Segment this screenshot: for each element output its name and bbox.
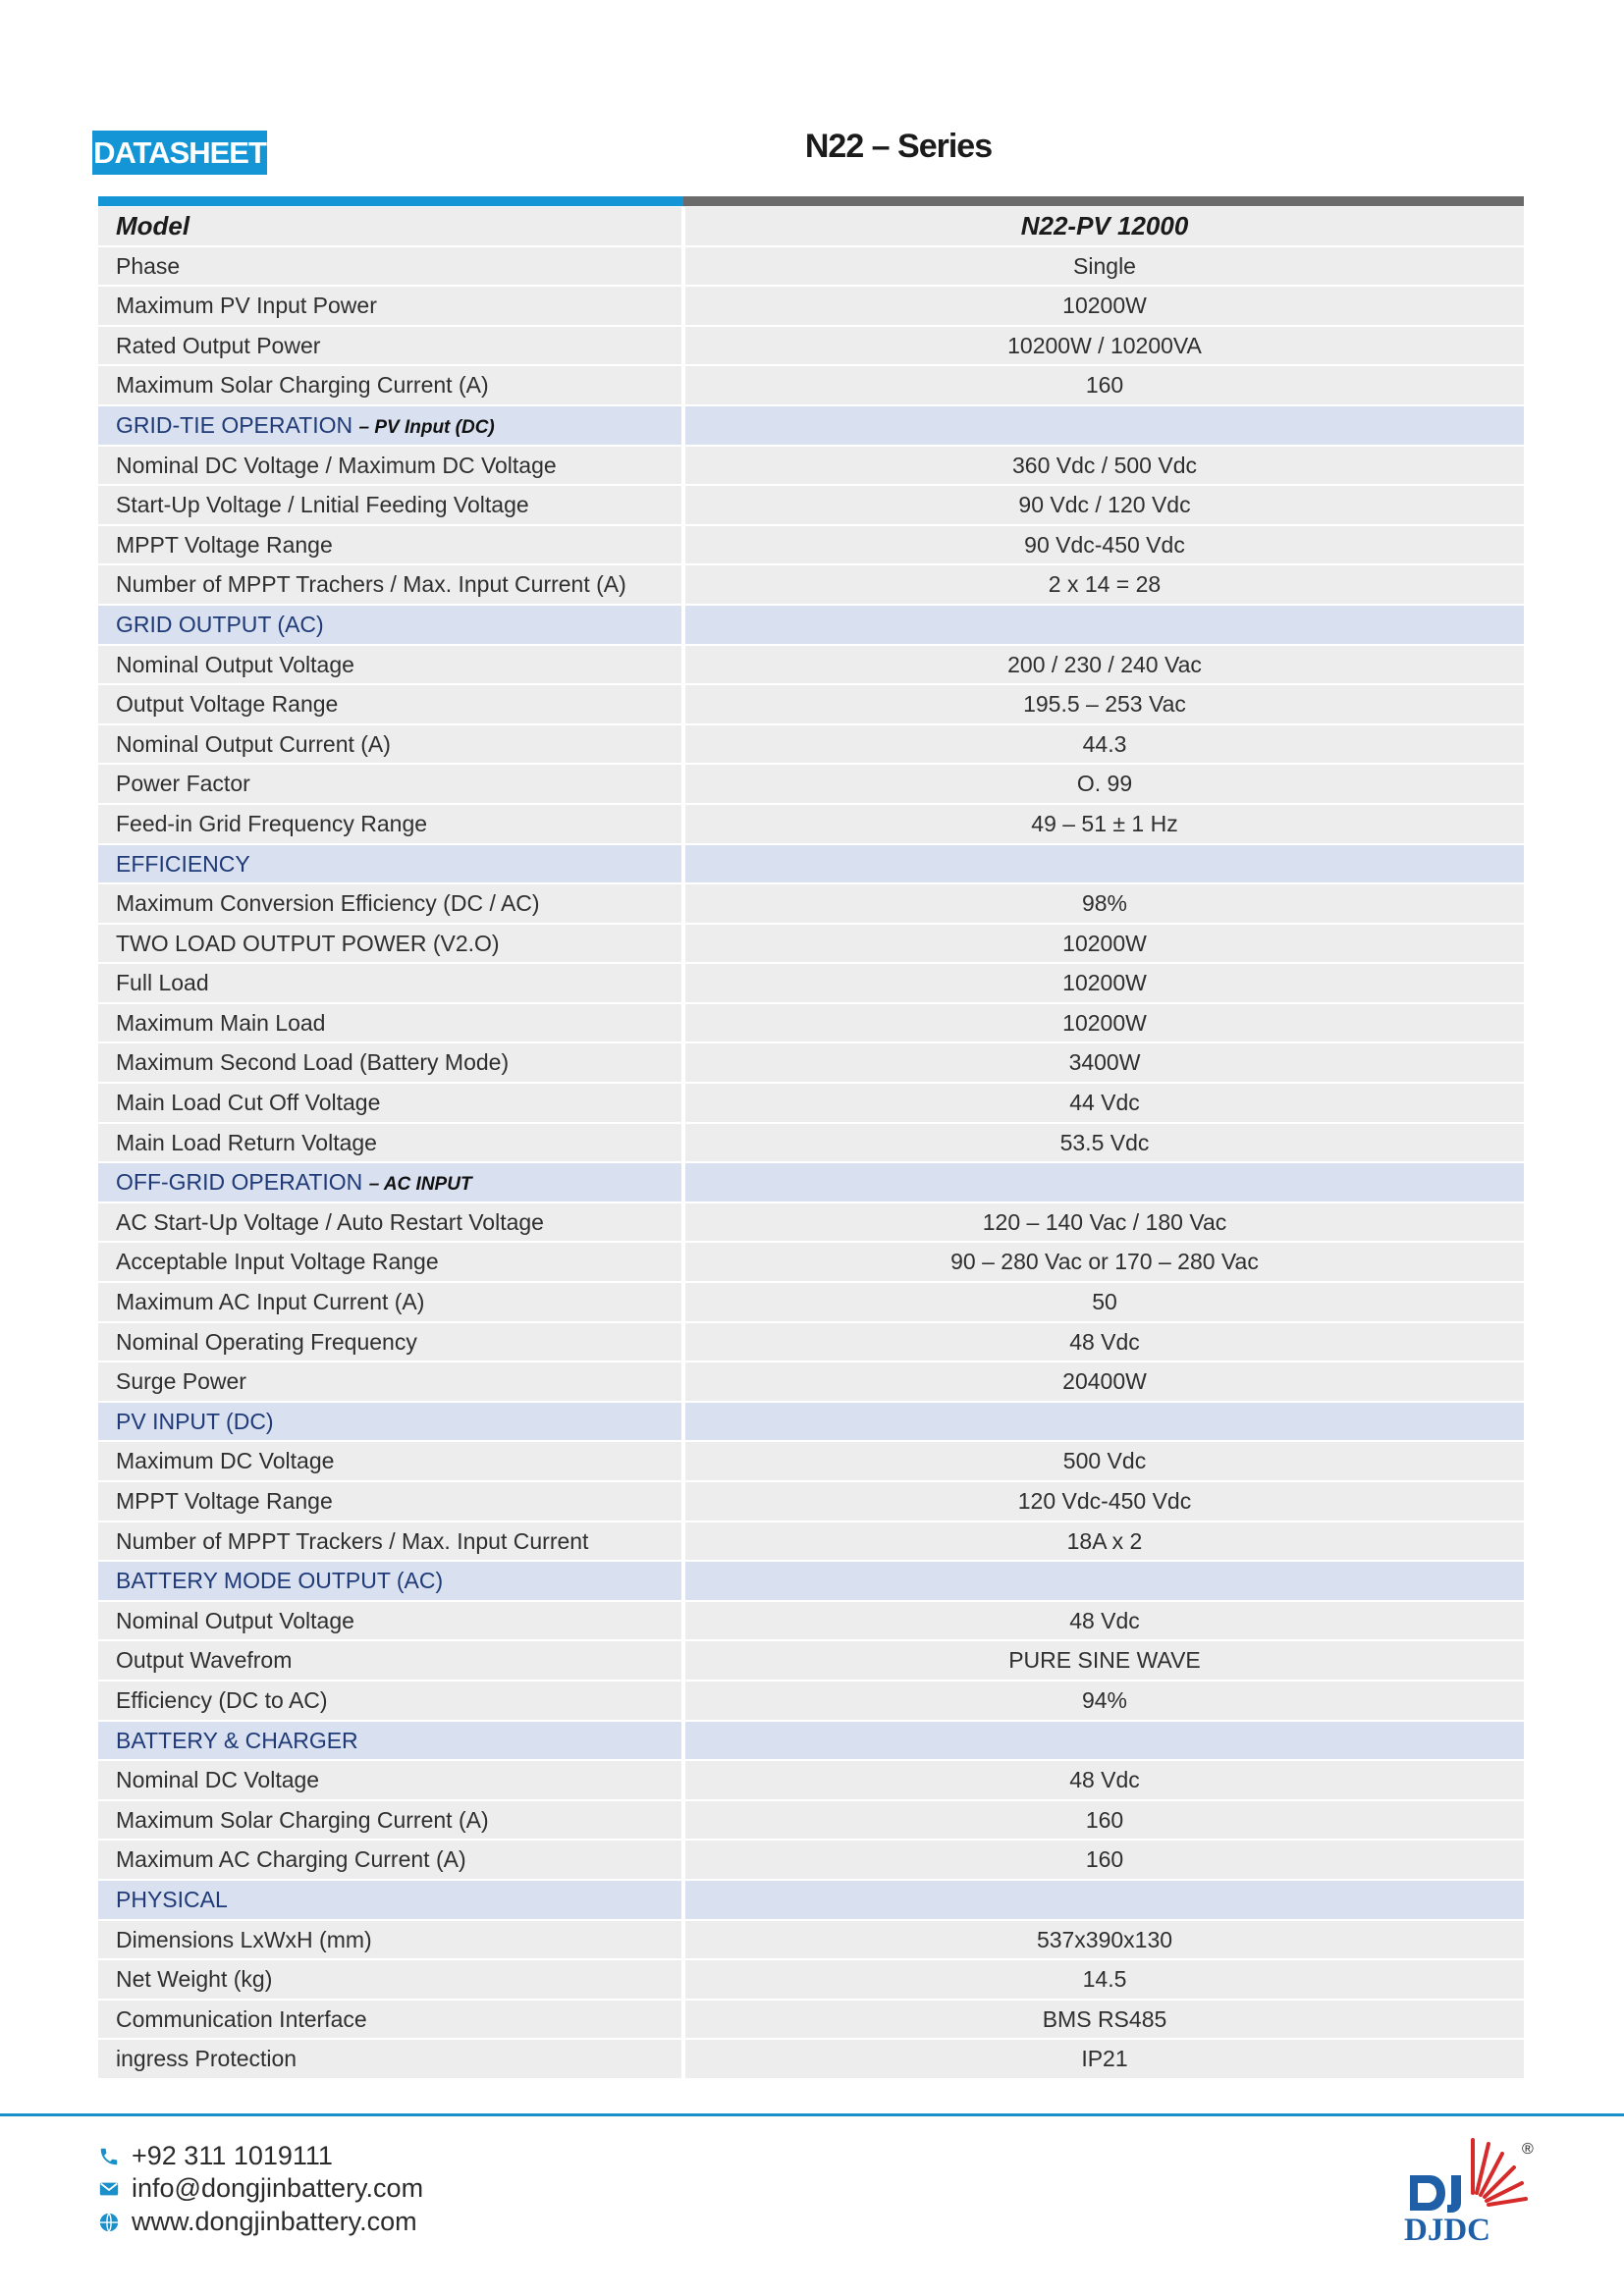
section-title [98, 406, 681, 445]
row-label [98, 1442, 681, 1480]
label-text: Number of MPPT Trackers / Max. Input Current [116, 1527, 589, 1554]
table-row [98, 1124, 1524, 1162]
label-text: Output Voltage Range [116, 691, 339, 718]
section-title [98, 1722, 681, 1760]
table-row [98, 1921, 1524, 1959]
row-label [98, 1004, 681, 1042]
row-value: 10200W [685, 1004, 1524, 1042]
logo-d-glyph [1410, 2175, 1445, 2211]
label-text: ingress Protection [116, 2046, 298, 2072]
row-value: 14.5 [685, 1960, 1524, 1999]
section-title [98, 845, 681, 883]
label-text: MPPT Voltage Range [116, 1488, 333, 1514]
table-row [98, 1960, 1524, 1999]
label-text: Maximum Second Load (Battery Mode) [116, 1049, 510, 1076]
section-subtitle: – AC INPUT [368, 1174, 472, 1196]
row-value: 160 [685, 1841, 1524, 1879]
section-value-empty [685, 406, 1524, 445]
section-title [98, 1163, 681, 1201]
label-text: Acceptable Input Voltage Range [116, 1249, 439, 1275]
row-value: 48 Vdc [685, 1761, 1524, 1799]
phone-icon [98, 2146, 120, 2167]
section-header-row [98, 1881, 1524, 1919]
row-value: 10200W [685, 925, 1524, 963]
section-value-empty [685, 845, 1524, 883]
table-row [98, 366, 1524, 404]
row-label [98, 1602, 681, 1640]
row-value: 2 x 14 = 28 [685, 565, 1524, 604]
label-text: Maximum Conversion Efficiency (DC / AC) [116, 890, 540, 917]
row-label [98, 1203, 681, 1242]
label-text: Efficiency (DC to AC) [116, 1686, 328, 1713]
registered-mark: ® [1522, 2141, 1534, 2158]
table-row [98, 805, 1524, 843]
row-label [98, 1043, 681, 1082]
row-value: 537x390x130 [685, 1921, 1524, 1959]
label-text: Nominal Output Voltage [116, 651, 354, 677]
label-text: GRID OUTPUT (AC) [116, 611, 324, 637]
row-value: 90 Vdc-450 Vdc [685, 526, 1524, 564]
label-text: BATTERY MODE OUTPUT (AC) [116, 1568, 444, 1594]
row-value: 160 [685, 1801, 1524, 1840]
row-value: 49 – 51 ± 1 Hz [685, 805, 1524, 843]
djdc-logo [1394, 2132, 1542, 2248]
table-row [98, 1801, 1524, 1840]
table-row [98, 565, 1524, 604]
label-text: Maximum DC Voltage [116, 1448, 335, 1474]
label-text: Full Load [116, 970, 209, 996]
row-value: 44 Vdc [685, 1084, 1524, 1122]
table-row [98, 526, 1524, 564]
label-text: Maximum PV Input Power [116, 293, 377, 319]
row-value: 90 Vdc / 120 Vdc [685, 486, 1524, 524]
label-text: Number of MPPT Trachers / Max. Input Current (A) [116, 571, 626, 598]
row-label [98, 1801, 681, 1840]
row-value: 360 Vdc / 500 Vdc [685, 447, 1524, 485]
section-title [98, 606, 681, 644]
row-label [98, 765, 681, 803]
section-value-empty [685, 1403, 1524, 1441]
label-text: Maximum AC Charging Current (A) [116, 1846, 466, 1873]
label-text: TWO LOAD OUTPUT POWER (V2.O) [116, 930, 500, 956]
row-value: 195.5 – 253 Vac [685, 685, 1524, 723]
row-label [98, 646, 681, 684]
section-value-empty [685, 1163, 1524, 1201]
label-text: AC Start-Up Voltage / Auto Restart Voltage [116, 1208, 544, 1235]
table-row [98, 287, 1524, 325]
row-label [98, 1283, 681, 1321]
row-value: O. 99 [685, 765, 1524, 803]
row-label [98, 1124, 681, 1162]
label-text: Output Wavefrom [116, 1647, 293, 1674]
row-label [98, 2040, 681, 2078]
row-value: 200 / 230 / 240 Vac [685, 646, 1524, 684]
row-label [98, 1362, 681, 1401]
row-label [98, 327, 681, 365]
label-text: Communication Interface [116, 2005, 367, 2032]
contact-website [98, 2207, 417, 2237]
row-label [98, 2001, 681, 2039]
row-label [98, 526, 681, 564]
spec-table [98, 207, 1524, 2080]
row-value: 10200W [685, 964, 1524, 1002]
row-label [98, 1682, 681, 1720]
website-url[interactable]: www.dongjinbattery.com [132, 2207, 417, 2236]
table-row [98, 1243, 1524, 1281]
email-address[interactable]: info@dongjinbattery.com [132, 2173, 424, 2203]
datasheet-badge: DATASHEET [92, 131, 267, 175]
table-row [98, 1323, 1524, 1362]
row-label [98, 1641, 681, 1680]
table-row [98, 964, 1524, 1002]
section-value-empty [685, 606, 1524, 644]
table-row [98, 1682, 1524, 1720]
label-text: PV INPUT (DC) [116, 1408, 274, 1434]
row-label [98, 565, 681, 604]
table-row [98, 247, 1524, 286]
section-header-row [98, 1403, 1524, 1441]
row-label [98, 1960, 681, 1999]
envelope-icon [98, 2178, 120, 2200]
table-row [98, 327, 1524, 365]
table-row [98, 1841, 1524, 1879]
row-label [98, 884, 681, 923]
row-value: 10200W [685, 287, 1524, 325]
row-label [98, 247, 681, 286]
model-label: Model [98, 207, 681, 245]
section-value-empty [685, 1881, 1524, 1919]
contact-phone [98, 2141, 333, 2171]
label-text: Power Factor [116, 771, 250, 797]
row-value: 10200W / 10200VA [685, 327, 1524, 365]
row-value: 500 Vdc [685, 1442, 1524, 1480]
label-text: GRID-TIE OPERATION [116, 411, 353, 438]
section-subtitle: – PV Input (DC) [358, 416, 495, 438]
label-text: Maximum AC Input Current (A) [116, 1289, 425, 1315]
row-value: PURE SINE WAVE [685, 1641, 1524, 1680]
table-row [98, 447, 1524, 485]
row-value: 48 Vdc [685, 1602, 1524, 1640]
row-label [98, 1841, 681, 1879]
table-row [98, 1043, 1524, 1082]
section-header-row [98, 845, 1524, 883]
section-header-row [98, 1722, 1524, 1760]
row-label [98, 685, 681, 723]
row-label [98, 1243, 681, 1281]
label-text: Nominal DC Voltage [116, 1767, 320, 1793]
contact-email [98, 2173, 423, 2204]
section-value-empty [685, 1722, 1524, 1760]
table-row [98, 1084, 1524, 1122]
row-value: 160 [685, 366, 1524, 404]
table-row [98, 765, 1524, 803]
row-value: 50 [685, 1283, 1524, 1321]
label-text: Net Weight (kg) [116, 1966, 273, 1993]
row-value: BMS RS485 [685, 2001, 1524, 2039]
label-text: Nominal DC Voltage / Maximum DC Voltage [116, 452, 557, 478]
row-value: 48 Vdc [685, 1323, 1524, 1362]
label-text: Maximum Main Load [116, 1009, 326, 1036]
label-text: EFFICIENCY [116, 850, 250, 877]
label-text: Maximum Solar Charging Current (A) [116, 1806, 489, 1833]
table-row [98, 1004, 1524, 1042]
table-row [98, 1482, 1524, 1521]
logo-rays [1473, 2140, 1526, 2205]
section-title [98, 1562, 681, 1600]
table-row [98, 1602, 1524, 1640]
row-value: Single [685, 247, 1524, 286]
row-value: IP21 [685, 2040, 1524, 2078]
phone-number[interactable]: +92 311 1019111 [132, 2141, 333, 2170]
label-text: Maximum Solar Charging Current (A) [116, 372, 489, 399]
table-row [98, 1203, 1524, 1242]
label-text: Nominal Output Current (A) [116, 730, 391, 757]
table-row [98, 1283, 1524, 1321]
label-text: Phase [116, 252, 181, 279]
section-title [98, 1881, 681, 1919]
row-value: 94% [685, 1682, 1524, 1720]
label-text: Main Load Return Voltage [116, 1129, 377, 1155]
label-text: OFF-GRID OPERATION [116, 1169, 363, 1196]
row-value: 120 Vdc-450 Vdc [685, 1482, 1524, 1521]
table-row [98, 925, 1524, 963]
logo-j-glyph [1447, 2175, 1461, 2213]
row-value: 3400W [685, 1043, 1524, 1082]
row-label [98, 925, 681, 963]
table-row [98, 884, 1524, 923]
table-row-model [98, 207, 1524, 245]
table-body [98, 247, 1524, 2078]
row-value: 120 – 140 Vac / 180 Vac [685, 1203, 1524, 1242]
row-value: 44.3 [685, 725, 1524, 764]
section-header-row [98, 406, 1524, 445]
row-value: 53.5 Vdc [685, 1124, 1524, 1162]
row-label [98, 447, 681, 485]
row-label [98, 287, 681, 325]
row-label [98, 1761, 681, 1799]
row-value: 20400W [685, 1362, 1524, 1401]
label-text: Rated Output Power [116, 332, 321, 358]
page-title: N22 – Series [804, 128, 993, 165]
footer-divider [0, 2113, 1624, 2116]
header-gray-bar [683, 196, 1524, 206]
row-label [98, 1522, 681, 1561]
label-text: Dimensions LxWxH (mm) [116, 1926, 372, 1952]
section-header-row [98, 1163, 1524, 1201]
row-label [98, 725, 681, 764]
row-label [98, 1323, 681, 1362]
label-text: BATTERY & CHARGER [116, 1727, 358, 1753]
table-row [98, 646, 1524, 684]
row-label [98, 366, 681, 404]
model-value: N22-PV 12000 [685, 207, 1524, 245]
table-row [98, 1442, 1524, 1480]
section-value-empty [685, 1562, 1524, 1600]
label-text: Nominal Output Voltage [116, 1607, 354, 1633]
label-text: Feed-in Grid Frequency Range [116, 810, 428, 836]
logo-text: DJDC [1404, 2213, 1490, 2248]
table-row [98, 1522, 1524, 1561]
table-row [98, 685, 1524, 723]
table-row [98, 486, 1524, 524]
row-label [98, 1084, 681, 1122]
row-label [98, 1921, 681, 1959]
table-row [98, 725, 1524, 764]
row-value: 98% [685, 884, 1524, 923]
label-text: Nominal Operating Frequency [116, 1328, 417, 1355]
table-row [98, 1641, 1524, 1680]
table-row [98, 1761, 1524, 1799]
table-row [98, 2040, 1524, 2078]
row-label [98, 1482, 681, 1521]
row-value: 90 – 280 Vac or 170 – 280 Vac [685, 1243, 1524, 1281]
row-value: 18A x 2 [685, 1522, 1524, 1561]
section-title [98, 1403, 681, 1441]
section-header-row [98, 1562, 1524, 1600]
table-row [98, 2001, 1524, 2039]
label-text: PHYSICAL [116, 1886, 228, 1912]
row-label [98, 486, 681, 524]
globe-icon [98, 2212, 120, 2233]
row-label [98, 805, 681, 843]
header-accent-bar [98, 196, 683, 206]
label-text: Start-Up Voltage / Lnitial Feeding Voltage [116, 492, 529, 518]
label-text: Main Load Cut Off Voltage [116, 1090, 381, 1116]
label-text: Surge Power [116, 1368, 246, 1395]
table-row [98, 1362, 1524, 1401]
section-header-row [98, 606, 1524, 644]
row-label [98, 964, 681, 1002]
label-text: MPPT Voltage Range [116, 531, 333, 558]
